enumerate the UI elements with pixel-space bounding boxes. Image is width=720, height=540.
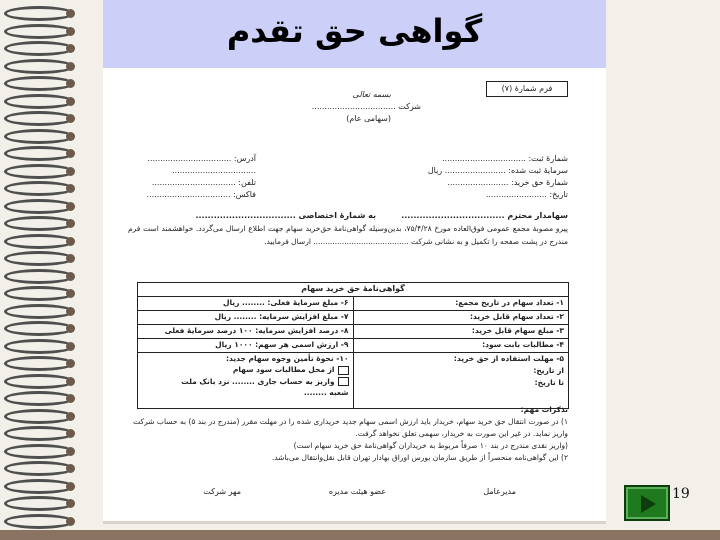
spiral-ring (4, 444, 74, 459)
deadline-cell (353, 353, 569, 409)
date-field: تاریخ: ........................ (485, 190, 568, 199)
shareholder-salutation: سهامدار محترم .................................. (401, 211, 568, 220)
company-type: (سهامی عام) (346, 114, 391, 123)
funding-cell (138, 353, 354, 409)
fax-field: فاکس: ................................. (146, 190, 256, 199)
form-number-box: فرم شمارهٔ (۷) (486, 81, 568, 97)
play-icon (641, 495, 656, 513)
shareholder-code: به شمارهٔ اختصاصی ................................. (195, 211, 376, 220)
binding-hole (66, 79, 75, 88)
slide-page (103, 0, 606, 521)
binding-hole (66, 202, 75, 211)
spiral-ring (4, 146, 74, 161)
binding-hole (66, 27, 75, 36)
notice-paragraph: پیرو مصوبهٔ مجمع عمومی فوق‌العاده مورخ ۷۵/۴/۲۸، بدین‌وسیله گواهی‌نامهٔ حق‌خرید سهام جهت اطلاع ارسال می‌گردد. خواهشمند است فرم مندرج در پشت صفحه را تکمیل و به نشانی شرکت ........................................ ارسال فرمایید. (128, 224, 568, 246)
next-slide-button[interactable] (624, 485, 670, 521)
binding-hole (66, 132, 75, 141)
spiral-ring (4, 374, 74, 389)
bismillah: بسمه تعالی (352, 90, 391, 99)
to-date: تا تاریخ: (534, 378, 564, 387)
binding-hole (66, 44, 75, 53)
spiral-ring (4, 286, 74, 301)
spiral-ring (4, 41, 74, 56)
signature-ceo: مدیرعامل (483, 487, 516, 496)
spiral-ring (4, 251, 74, 266)
branch-field: شعبه ........ (303, 388, 349, 397)
option-deposit: واریز به حساب جاری ........ نزد بانک ملت (181, 376, 335, 386)
binding-hole (66, 359, 75, 368)
slide-title: گواهی حق تقدم (226, 12, 483, 50)
spiral-ring (4, 94, 74, 109)
binding-hole (66, 62, 75, 71)
notes-heading: تذکرات مهم: (520, 405, 568, 414)
binding-hole (66, 499, 75, 508)
signature-seal: مهر شرکت (203, 487, 241, 496)
binding-hole (66, 412, 75, 421)
spiral-ring (4, 321, 74, 336)
certificate-document (103, 68, 606, 521)
note-item: ۲) این گواهی‌نامه منحصراً از طریق سازمان بورس اوراق بهادار تهران قابل نقل‌وانتقال می‌باشد. (271, 453, 568, 462)
spiral-ring (4, 356, 74, 371)
funding-label: ۱۰- نحوهٔ تأمین وجوه سهام جدید: (226, 354, 349, 363)
table-cell: ۲- تعداد سهام قابل خرید: (353, 311, 569, 325)
registration-number: شمارهٔ ثبت: ................................. (441, 154, 568, 163)
spiral-ring (4, 269, 74, 284)
table-cell: ۴- مطالبات بابت سود: (353, 339, 569, 353)
binding-hole (66, 254, 75, 263)
table-cell: ۱- تعداد سهام در تاریخ مجمع: (353, 297, 569, 311)
registered-capital: سرمایهٔ ثبت شده: ........................ ریال (427, 166, 568, 175)
spiral-ring (4, 129, 74, 144)
spiral-ring (4, 479, 74, 494)
spiral-ring (4, 6, 74, 21)
signature-board: عضو هیئت مدیره (328, 487, 386, 496)
binding-hole (66, 184, 75, 193)
table-row (138, 311, 569, 325)
binding-hole (66, 289, 75, 298)
page-number: 19 (672, 486, 690, 502)
address-line-2: ................................. (172, 166, 256, 175)
spiral-ring (4, 164, 74, 179)
spiral-ring (4, 234, 74, 249)
note-item: (واریز نقدی مندرج در بند ۱۰ صرفاً مربوط به خریداران گواهی‌نامهٔ حق خرید سهام است) (293, 441, 568, 450)
binding-hole (66, 517, 75, 526)
binding-hole (66, 237, 75, 246)
binding-hole (66, 447, 75, 456)
spiral-ring (4, 59, 74, 74)
binding-hole (66, 149, 75, 158)
spiral-ring (4, 304, 74, 319)
spiral-ring (4, 514, 74, 529)
binding-hole (66, 377, 75, 386)
table-row (138, 325, 569, 339)
table-row (138, 353, 569, 409)
table-row (138, 297, 569, 311)
notes-section (128, 404, 568, 464)
address-field: آدرس: ................................. (147, 154, 256, 163)
spiral-ring (4, 339, 74, 354)
spiral-ring (4, 409, 74, 424)
binding-hole (66, 9, 75, 18)
spiral-ring (4, 111, 74, 126)
binding-hole (66, 482, 75, 491)
table-cell: ۹- ارزش اسمی هر سهم: ۱۰۰۰ ریال (138, 339, 354, 353)
binding-hole (66, 272, 75, 281)
spiral-ring (4, 496, 74, 511)
table-cell: ۳- مبلغ سهام قابل خرید: (353, 325, 569, 339)
binding-hole (66, 219, 75, 228)
binding-hole (66, 307, 75, 316)
spiral-ring (4, 216, 74, 231)
binding-hole (66, 464, 75, 473)
company-name: شرکت ................................. (311, 102, 421, 111)
binding-hole (66, 429, 75, 438)
spiral-ring (4, 461, 74, 476)
title-band (103, 0, 606, 68)
binding-hole (66, 394, 75, 403)
option-dividend: از محل مطالبات سود سهام (232, 365, 335, 374)
binding-hole (66, 114, 75, 123)
spiral-binding (0, 0, 100, 530)
binding-hole (66, 97, 75, 106)
spiral-ring (4, 181, 74, 196)
page-shadow (103, 521, 606, 524)
deadline-label: ۵- مهلت استفاده از حق خرید: (453, 354, 564, 363)
rights-certificate-table (137, 282, 569, 409)
table-cell: ۸- درصد افزایش سرمایه: ۱۰۰ درصد سرمایهٔ فعلی (138, 325, 354, 339)
table-cell: ۷- مبلغ افزایش سرمایه: ........ ریال (138, 311, 354, 325)
spiral-ring (4, 391, 74, 406)
table-header: گواهی‌نامهٔ حق خرید سهام (138, 283, 569, 297)
spiral-ring (4, 24, 74, 39)
from-date: از تاریخ: (533, 366, 564, 375)
binding-hole (66, 324, 75, 333)
table-cell: ۶- مبلغ سرمایهٔ فعلی: ........ ریال (138, 297, 354, 311)
note-item: ۱) در صورت انتقال حق خرید سهام، خریدار باید ارزش اسمی سهام جدید خریداری شده را در مهلت مقرر (مندرج در بند ۵) به حساب شرکت واریز نماید. در غیر این صورت به خریدار، سهمی تعلق نخواهد گرفت. (133, 417, 568, 438)
checkbox-dividend[interactable] (338, 366, 349, 375)
table-row (138, 339, 569, 353)
checkbox-deposit[interactable] (338, 377, 349, 386)
spiral-ring (4, 199, 74, 214)
spiral-ring (4, 76, 74, 91)
binding-hole (66, 167, 75, 176)
right-number: شمارهٔ حق خرید: ........................ (447, 178, 568, 187)
binding-hole (66, 342, 75, 351)
spiral-ring (4, 426, 74, 441)
phone-field: تلفن: ................................. (151, 178, 256, 187)
